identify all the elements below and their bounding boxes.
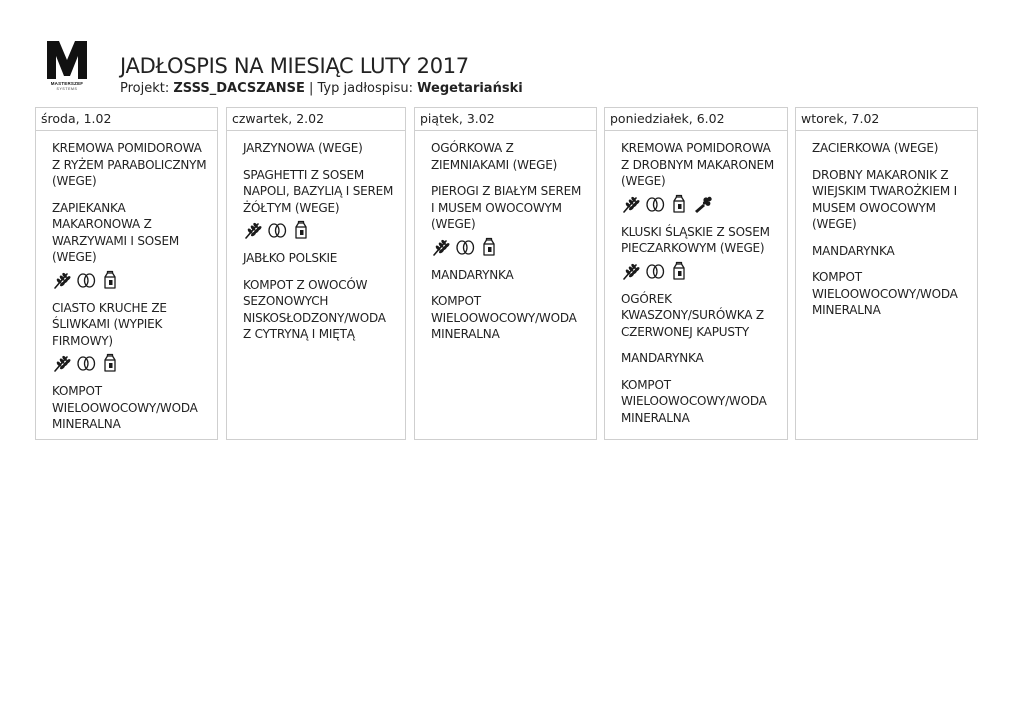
allergen-icons <box>431 237 588 257</box>
egg-icon <box>76 353 96 373</box>
gluten-icon <box>243 220 263 240</box>
day-items <box>796 131 977 319</box>
day-column <box>795 107 978 440</box>
subtitle-separator: | <box>304 81 318 96</box>
menu-item <box>812 140 969 157</box>
day-items <box>605 131 787 426</box>
day-column <box>604 107 788 440</box>
gluten-icon <box>52 270 72 290</box>
milk-icon <box>669 261 689 281</box>
day-items <box>36 131 217 433</box>
menu-item-text: KOMPOT Z OWOCÓW SEZONOWYCH NISKOSŁODZONY/WODA Z CYTRYNĄ I MIĘTĄ <box>243 277 386 341</box>
menu-item <box>621 224 779 281</box>
menu-item <box>431 140 588 173</box>
menu-item-text: OGÓRKOWA Z ZIEMNIAKAMI (WEGE) <box>431 141 558 172</box>
milk-icon <box>100 270 120 290</box>
page-title: JADŁOSPIS NA MIESIĄC LUTY 2017 <box>120 54 469 78</box>
menu-item-text: MANDARYNKA <box>812 243 895 258</box>
menu-item-text: OGÓREK KWASZONY/SURÓWKA Z CZERWONEJ KAPUSTY <box>621 291 764 339</box>
menu-item <box>621 377 779 427</box>
menu-item-text: KLUSKI ŚLĄSKIE Z SOSEM PIECZARKOWYM (WEGE) <box>621 224 770 255</box>
egg-icon <box>645 261 665 281</box>
day-items <box>227 131 405 343</box>
logo-sub-text: SYSTEMS <box>56 87 78 91</box>
menu-item-text: KOMPOT WIELOOWOCOWY/WODA MINERALNA <box>621 377 767 425</box>
day-date: piątek, 3.02 <box>415 108 596 131</box>
allergen-icons <box>621 194 779 214</box>
day-date: poniedziałek, 6.02 <box>605 108 787 131</box>
milk-icon <box>479 237 499 257</box>
menu-item <box>431 267 588 284</box>
gluten-icon <box>52 353 72 373</box>
celery-icon <box>693 194 713 214</box>
menu-item-text: DROBNY MAKARONIK Z WIEJSKIM TWAROŻKIEM I MUSEM OWOCOWYM (WEGE) <box>812 167 957 231</box>
menu-item-text: MANDARYNKA <box>621 351 704 365</box>
menu-item <box>812 167 969 233</box>
menu-item-text: JARZYNOWA (WEGE) <box>243 141 363 155</box>
menu-item-text: ZACIERKOWA (WEGE) <box>812 141 939 155</box>
menu-item-text: ZAPIEKANKA MAKARONOWA Z WARZYWAMI I SOSEM (WEGE) <box>52 200 180 264</box>
gluten-icon <box>621 261 641 281</box>
logo-brand-text: MASTERSZEF <box>50 81 84 86</box>
project-label: Projekt: <box>120 81 174 96</box>
menu-item <box>52 300 209 374</box>
allergen-icons <box>52 270 209 290</box>
allergen-icons <box>243 220 397 240</box>
menu-item-text: CIASTO KRUCHE ZE ŚLIWKAMI (WYPIEK FIRMOWY) <box>52 300 167 348</box>
menu-item <box>621 140 779 214</box>
milk-icon <box>291 220 311 240</box>
menu-item <box>52 140 209 190</box>
day-column <box>414 107 597 440</box>
menu-item-text: JABŁKO POLSKIE <box>243 251 338 265</box>
allergen-icons <box>52 353 209 373</box>
menu-item <box>621 350 779 367</box>
menu-item <box>431 183 588 257</box>
menu-type-label: Typ jadłospisu: <box>317 81 418 96</box>
day-date: środa, 1.02 <box>36 108 217 131</box>
menu-item-text: KOMPOT WIELOOWOCOWY/WODA MINERALNA <box>431 294 577 341</box>
menu-item-text: PIEROGI Z BIAŁYM SEREM I MUSEM OWOCOWYM (WEGE) <box>431 184 582 231</box>
allergen-icons <box>621 261 779 281</box>
day-date: wtorek, 7.02 <box>796 108 977 131</box>
menu-item <box>812 243 969 260</box>
menu-item <box>52 200 209 290</box>
menu-item-text: MANDARYNKA <box>431 267 514 282</box>
gluten-icon <box>621 194 641 214</box>
project-value: ZSSS_DACSZANSE <box>173 81 305 96</box>
menu-item-text: KOMPOT WIELOOWOCOWY/WODA MINERALNA <box>52 384 198 431</box>
gluten-icon <box>431 237 451 257</box>
masterszef-logo <box>44 40 90 96</box>
menu-type-value: Wegetariański <box>417 81 523 96</box>
menu-item <box>52 383 209 433</box>
day-column <box>35 107 218 440</box>
menu-item <box>243 277 397 343</box>
menu-item-text: KREMOWA POMIDOROWA Z RYŻEM PARABOLICZNYM (WEGE) <box>52 141 207 188</box>
menu-item <box>431 293 588 343</box>
egg-icon <box>267 220 287 240</box>
menu-item <box>243 140 397 157</box>
egg-icon <box>455 237 475 257</box>
menu-item <box>812 269 969 319</box>
day-items <box>415 131 596 343</box>
menu-item <box>243 250 397 267</box>
menu-item <box>621 291 779 341</box>
menu-item-text: KREMOWA POMIDOROWA Z DROBNYM MAKARONEM (WEGE) <box>621 141 775 188</box>
day-column <box>226 107 406 440</box>
menu-item <box>243 167 397 241</box>
page-subtitle <box>120 81 523 96</box>
logo-m-mark <box>44 40 90 80</box>
milk-icon <box>669 194 689 214</box>
menu-item-text: KOMPOT WIELOOWOCOWY/WODA MINERALNA <box>812 270 958 317</box>
egg-icon <box>76 270 96 290</box>
menu-item-text: SPAGHETTI Z SOSEM NAPOLI, BAZYLIĄ I SEREM ŻÓŁTYM (WEGE) <box>243 167 394 215</box>
day-date: czwartek, 2.02 <box>227 108 405 131</box>
milk-icon <box>100 353 120 373</box>
egg-icon <box>645 194 665 214</box>
